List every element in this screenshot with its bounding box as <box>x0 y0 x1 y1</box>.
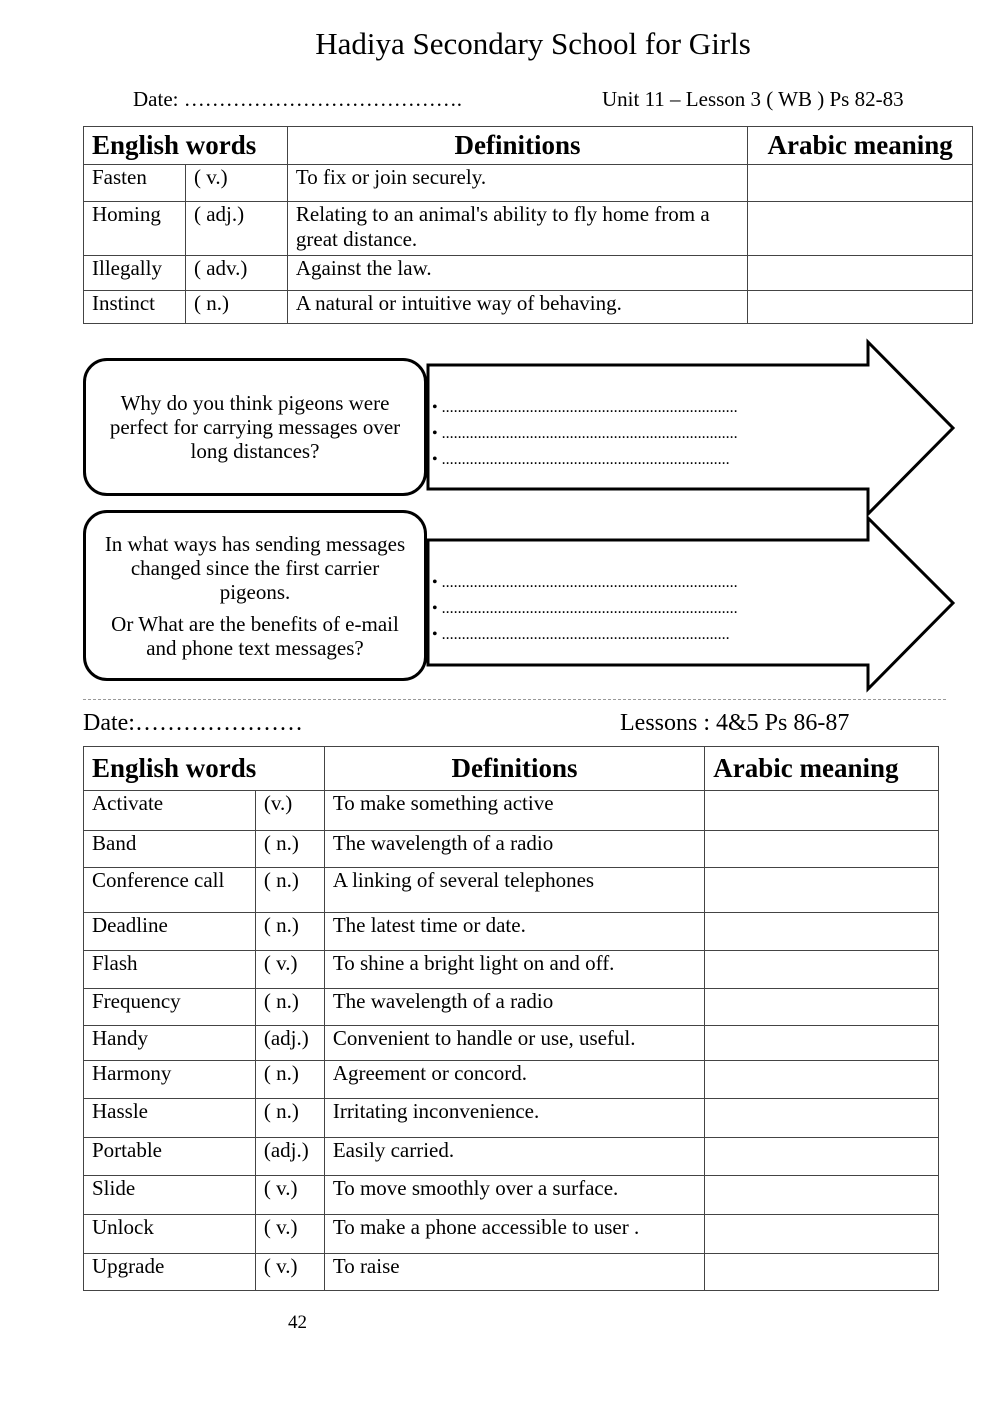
part-of-speech: ( n.) <box>255 868 324 913</box>
arabic-meaning-field[interactable] <box>705 1254 939 1291</box>
table-row <box>84 1061 939 1099</box>
part-of-speech: ( v.) <box>255 1176 324 1215</box>
word: Instinct <box>84 291 186 324</box>
definition: The latest time or date. <box>324 913 704 951</box>
table-row <box>84 1254 939 1291</box>
answer-line[interactable]: • ........................................................................ <box>432 626 730 643</box>
question-text: Why do you think pigeons were perfect for carrying messages over long distances? <box>109 391 401 463</box>
part-of-speech: ( n.) <box>255 913 324 951</box>
word: Upgrade <box>84 1254 256 1291</box>
table-row <box>84 913 939 951</box>
definition: Relating to an animal's ability to fly home from a great distance. <box>287 202 747 256</box>
answer-line[interactable]: • .......................................................................... <box>432 600 738 617</box>
table-row <box>84 1138 939 1176</box>
word: Flash <box>84 951 256 989</box>
table-row <box>84 202 973 256</box>
word: Activate <box>84 791 256 831</box>
arabic-meaning-field[interactable] <box>705 791 939 831</box>
definition: To shine a bright light on and off. <box>324 951 704 989</box>
arabic-meaning-field[interactable] <box>705 1215 939 1254</box>
date-field: Date: …………………………………. <box>133 87 462 111</box>
word: Fasten <box>84 165 186 202</box>
header-english-words: English words <box>84 747 325 791</box>
definition: To make something active <box>324 791 704 831</box>
arabic-meaning-field[interactable] <box>748 256 973 291</box>
unit-label: Unit 11 – Lesson 3 ( WB ) Ps 82-83 <box>602 87 904 111</box>
word: Handy <box>84 1026 256 1061</box>
question-box-2 <box>83 510 427 681</box>
table-row <box>84 951 939 989</box>
arabic-meaning-field[interactable] <box>748 165 973 202</box>
word: Frequency <box>84 989 256 1026</box>
table-row <box>84 291 973 324</box>
definition: To raise <box>324 1254 704 1291</box>
part-of-speech: ( adv.) <box>185 256 287 291</box>
header-arabic-meaning: Arabic meaning <box>705 747 939 791</box>
arabic-meaning-field[interactable] <box>705 951 939 989</box>
header-english-words: English words <box>84 127 288 165</box>
part-of-speech: ( n.) <box>255 1099 324 1138</box>
arabic-meaning-field[interactable] <box>705 1061 939 1099</box>
part-of-speech: ( adj.) <box>185 202 287 256</box>
lessons-label: Lessons : 4&5 Ps 86-87 <box>620 710 850 736</box>
definition: Agreement or concord. <box>324 1061 704 1099</box>
question-text: Or What are the benefits of e-mail and phone text messages? <box>111 611 399 660</box>
arabic-meaning-field[interactable] <box>748 291 973 324</box>
question-box-1 <box>83 358 427 496</box>
definition: A natural or intuitive way of behaving. <box>287 291 747 324</box>
table-row <box>84 1215 939 1254</box>
arabic-meaning-field[interactable] <box>748 202 973 256</box>
page-number: 42 <box>288 1312 307 1333</box>
part-of-speech: (adj.) <box>255 1026 324 1061</box>
table-row <box>84 256 973 291</box>
part-of-speech: ( n.) <box>255 831 324 868</box>
definition: To fix or join securely. <box>287 165 747 202</box>
arabic-meaning-field[interactable] <box>705 989 939 1026</box>
word: Portable <box>84 1138 256 1176</box>
table-row <box>84 1176 939 1215</box>
word: Unlock <box>84 1215 256 1254</box>
table-row <box>84 1099 939 1138</box>
arabic-meaning-field[interactable] <box>705 1026 939 1061</box>
table-row <box>84 831 939 868</box>
answer-line[interactable]: • .......................................................................... <box>432 425 738 442</box>
word: Conference call <box>84 868 256 913</box>
answer-lines-2 <box>432 570 738 648</box>
definition: Irritating inconvenience. <box>324 1099 704 1138</box>
arabic-meaning-field[interactable] <box>705 831 939 868</box>
part-of-speech: ( v.) <box>255 1215 324 1254</box>
definition: Convenient to handle or use, useful. <box>324 1026 704 1061</box>
part-of-speech: ( v.) <box>255 951 324 989</box>
page-title: Hadiya Secondary School for Girls <box>315 26 751 61</box>
definition: The wavelength of a radio <box>324 989 704 1026</box>
word: Hassle <box>84 1099 256 1138</box>
part-of-speech: ( n.) <box>255 989 324 1026</box>
definition: Against the law. <box>287 256 747 291</box>
table-row <box>84 791 939 831</box>
answer-line[interactable]: • ........................................................................ <box>432 451 730 468</box>
word: Illegally <box>84 256 186 291</box>
question-text: In what ways has sending messages changed since the first carrier pigeons. <box>104 531 406 604</box>
arabic-meaning-field[interactable] <box>705 1099 939 1138</box>
word: Slide <box>84 1176 256 1215</box>
arabic-meaning-field[interactable] <box>705 1176 939 1215</box>
arabic-meaning-field[interactable] <box>705 913 939 951</box>
table-row <box>84 989 939 1026</box>
definition: A linking of several telephones <box>324 868 704 913</box>
definition: Easily carried. <box>324 1138 704 1176</box>
header-definitions: Definitions <box>324 747 704 791</box>
table-row <box>84 165 973 202</box>
vocab-table-1 <box>83 126 973 324</box>
header-definitions: Definitions <box>287 127 747 165</box>
table-row <box>84 868 939 913</box>
definition: To make a phone accessible to user . <box>324 1215 704 1254</box>
arabic-meaning-field[interactable] <box>705 1138 939 1176</box>
answer-lines-1 <box>432 395 738 473</box>
date-field-2: Date:………………… <box>83 710 303 736</box>
answer-line[interactable]: • .......................................................................... <box>432 399 738 416</box>
part-of-speech: ( v.) <box>185 165 287 202</box>
part-of-speech: ( n.) <box>255 1061 324 1099</box>
part-of-speech: (v.) <box>255 791 324 831</box>
word: Harmony <box>84 1061 256 1099</box>
answer-line[interactable]: • .......................................................................... <box>432 574 738 591</box>
vocab-table-2 <box>83 746 939 1291</box>
arabic-meaning-field[interactable] <box>705 868 939 913</box>
header-arabic-meaning: Arabic meaning <box>748 127 973 165</box>
part-of-speech: ( v.) <box>255 1254 324 1291</box>
word: Deadline <box>84 913 256 951</box>
part-of-speech: (adj.) <box>255 1138 324 1176</box>
definition: To move smoothly over a surface. <box>324 1176 704 1215</box>
section-divider <box>83 699 946 700</box>
table-row <box>84 1026 939 1061</box>
word: Homing <box>84 202 186 256</box>
definition: The wavelength of a radio <box>324 831 704 868</box>
part-of-speech: ( n.) <box>185 291 287 324</box>
word: Band <box>84 831 256 868</box>
